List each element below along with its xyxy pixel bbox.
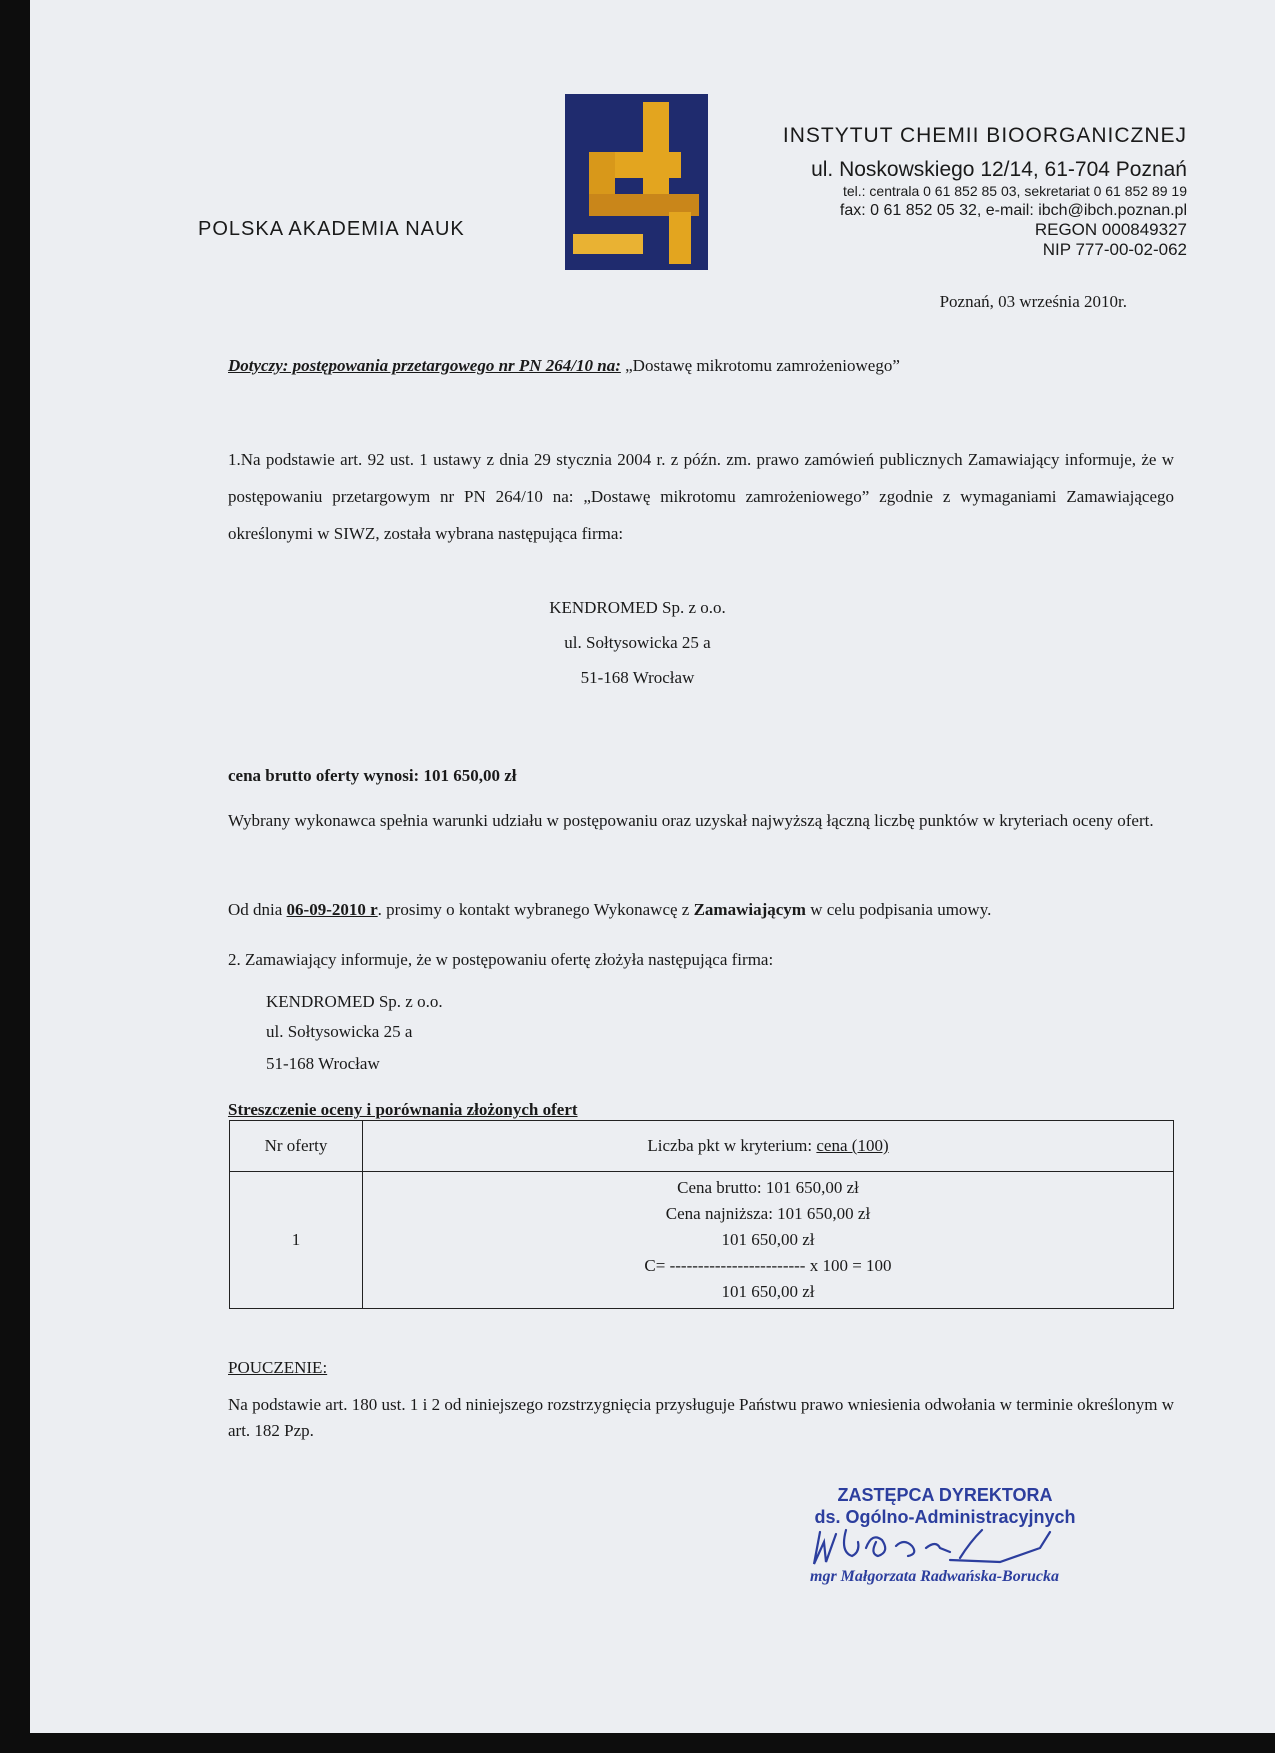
selected-company-street: ul. Sołtysowicka 25 a (564, 633, 711, 652)
calc-denominator: 101 650,00 zł (721, 1282, 815, 1301)
contact-pre: Od dnia (228, 900, 287, 919)
institute-logo (565, 94, 708, 270)
calc-gross-price: Cena brutto: 101 650,00 zł (677, 1178, 859, 1197)
institute-phone: tel.: centrala 0 61 852 85 03, sekretariat 0 61 852 89 19 (842, 183, 1187, 199)
selected-company-city: 51-168 Wrocław (580, 668, 695, 687)
header-criterion-value: cena (100) (816, 1136, 889, 1155)
bidder-company-name: KENDROMED Sp. z o.o. (266, 992, 443, 1011)
academy-name: POLSKA AKADEMIA NAUK (198, 218, 465, 240)
scan-edge-left (0, 0, 30, 1753)
bidder-company-city: 51-168 Wrocław (266, 1054, 380, 1073)
contact-mid: . prosimy o kontakt wybranego Wykonawcę z (377, 900, 694, 919)
subject-title: „Dostawę mikrotomu zamrożeniowego” (620, 356, 900, 375)
section1-paragraph: 1.Na podstawie art. 92 ust. 1 ustawy z dnia 29 stycznia 2004 r. z późn. zm. prawo zamówień publicznych Zamawiający informuje, że w postępowaniu przetargowym nr PN 264/10 na: „Dostawę mikrotomu zamrożeniowego” zgodnie z wymaganiami Zamawiającego określonymi w SIWZ, została wybrana następująca firma: (228, 450, 1174, 543)
calc-numerator: 101 650,00 zł (721, 1230, 815, 1249)
score-calculation (363, 1172, 1174, 1309)
contact-post: w celu podpisania umowy. (805, 900, 992, 919)
notice-text: Na podstawie art. 180 ust. 1 i 2 od niniejszego rozstrzygnięcia przysługuje Państwu prawo wniesienia odwołania w terminie określonym w art. 182 Pzp. (228, 1395, 1174, 1440)
header-offer-number: Nr oferty (230, 1121, 363, 1172)
institute-address: ul. Noskowskiego 12/14, 61-704 Poznań (811, 158, 1187, 181)
offer-number: 1 (230, 1172, 363, 1309)
table-header-row (230, 1121, 1174, 1172)
selection-justification: Wybrany wykonawca spełnia warunki udziału w postępowaniu oraz uzyskał najwyższą łączną liczbę punktów w kryteriach oceny ofert. (228, 811, 1154, 830)
section2-intro: 2. Zamawiający informuje, że w postępowaniu ofertę złożyła następująca firma: (228, 950, 774, 969)
evaluation-table (229, 1120, 1174, 1309)
scan-edge-bottom (0, 1733, 1275, 1753)
notice-heading: POUCZENIE: (228, 1358, 328, 1377)
contact-request (228, 900, 991, 920)
header-criterion-label: Liczba pkt w kryterium: (647, 1136, 817, 1155)
calc-formula: C= ------------------------ x 100 = 100 (644, 1256, 892, 1275)
selected-company-name: KENDROMED Sp. z o.o. (549, 598, 726, 617)
table-title: Streszczenie oceny i porównania złożonych ofert (228, 1100, 578, 1119)
institute-nip: NIP 777-00-02-062 (1042, 240, 1187, 259)
institute-fax-email: fax: 0 61 852 05 32, e-mail: ibch@ibch.poznan.pl (839, 202, 1187, 219)
header-criterion (363, 1121, 1174, 1172)
institute-contact (811, 158, 1187, 260)
contact-party: Zamawiającym (693, 900, 806, 919)
letter-date: Poznań, 03 września 2010r. (939, 292, 1127, 311)
institute-regon: REGON 000849327 (1034, 220, 1187, 239)
subject-line (228, 356, 900, 376)
stamp-title: ZASTĘPCA DYREKTORA (837, 1485, 1053, 1505)
offer-price: cena brutto oferty wynosi: 101 650,00 zł (228, 766, 517, 785)
contact-date: 06-09-2010 r (286, 900, 378, 919)
bidder-company-street: ul. Sołtysowicka 25 a (266, 1022, 413, 1041)
institute-name: INSTYTUT CHEMII BIOORGANICZNEJ (782, 124, 1187, 147)
table-row (230, 1172, 1174, 1309)
subject-lead: Dotyczy: postępowania przetargowego nr PN 264/10 na: (228, 356, 621, 375)
calc-lowest-price: Cena najniższa: 101 650,00 zł (665, 1204, 871, 1223)
signatory-name: mgr Małgorzata Radwańska-Borucka (810, 1568, 1059, 1585)
stamp-department: ds. Ogólno-Administracyjnych (814, 1507, 1076, 1527)
